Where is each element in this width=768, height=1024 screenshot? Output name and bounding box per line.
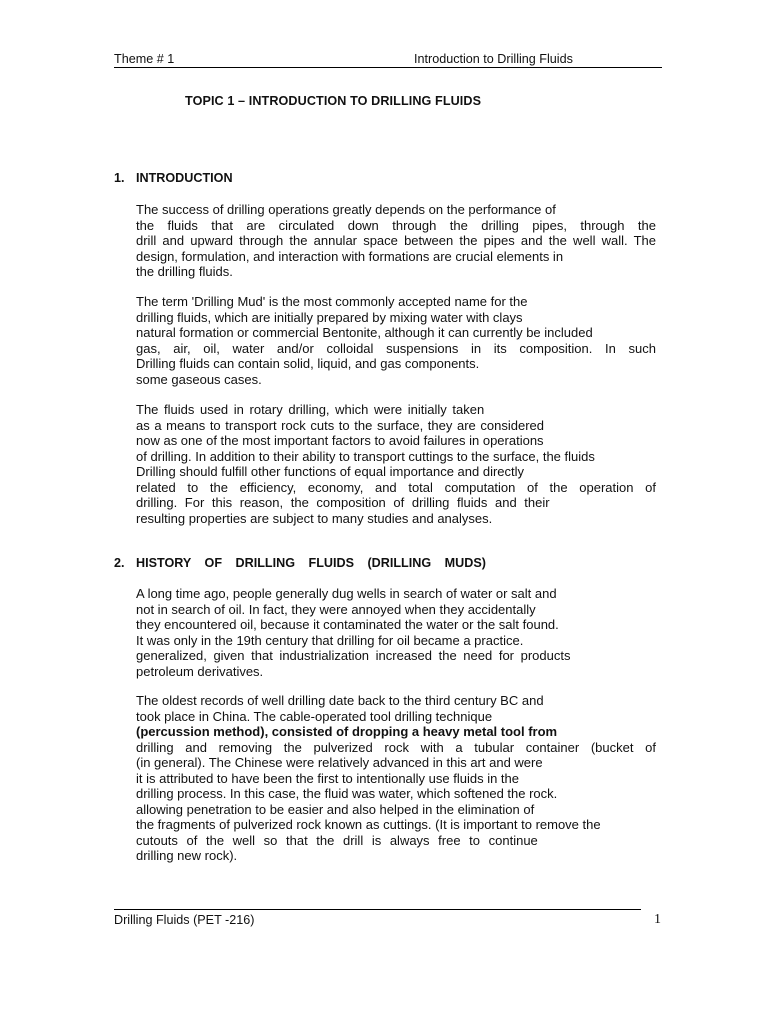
text-line: natural formation or commercial Bentonite, although it can currently be included [136,325,593,340]
text-line: petroleum derivatives. [136,663,264,679]
text-line: drilling new rock). [136,848,238,863]
text-line: The term 'Drilling Mud' is the most commonly accepted name for the [136,294,528,309]
text-line: drilling. For this reason, the composition of drilling fluids and their [136,495,550,510]
text-line: gas, air, oil, water and/or colloidal suspensions in its composition. In such [136,340,656,356]
paragraph [136,294,656,387]
text-line: drilling process. In this case, the fluid was water, which softened the rock. [136,786,558,801]
text-line: A long time ago, people generally dug wells in search of water or salt and [136,586,557,601]
text-line: as a means to transport rock cuts to the surface, they are considered [136,417,544,433]
paragraph [136,202,656,280]
text-line: the fluids that are circulated down through the drilling pipes, through the [136,217,656,233]
text-line: Drilling fluids can contain solid, liquid, and gas components. [136,356,480,371]
text-line: related to the efficiency, economy, and total computation of the operation of [136,479,656,495]
page-header [114,52,662,68]
text-line: (in general). The Chinese were relatively advanced in this art and were [136,755,543,770]
topic-title: TOPIC 1 – INTRODUCTION TO DRILLING FLUIDS [185,94,482,108]
text-line: they encountered oil, because it contaminated the water or the salt found. [136,617,559,632]
text-line: generalized, given that industrialization increased the need for products [136,648,571,663]
text-line: cutouts of the well so that the drill is always free to continue [136,832,538,848]
text-line: not in search of oil. In fact, they were annoyed when they accidentally [136,601,536,617]
paragraph [136,586,656,679]
section-heading-introduction [114,171,233,185]
text-line: some gaseous cases. [136,371,262,387]
text-line: drill and upward through the annular space between the pipes and the well wall. The [136,233,656,248]
footer-course: Drilling Fluids (PET -216) [114,913,255,927]
text-line: resulting properties are subject to many studies and analyses. [136,510,493,526]
text-line: now as one of the most important factors to avoid failures in operations [136,433,544,448]
text-line: The oldest records of well drilling date back to the third century BC and [136,693,544,708]
text-line: The fluids used in rotary drilling, which were initially taken [136,402,485,417]
header-title: Introduction to Drilling Fluids [414,52,573,66]
paragraph [136,693,656,864]
section-title: HISTORY OF DRILLING FLUIDS (DRILLING MUDS) [136,556,486,570]
footer-divider [114,909,641,910]
text-line: Drilling should fulfill other functions of equal importance and directly [136,464,525,479]
text-line: drilling fluids, which are initially prepared by mixing water with clays [136,309,523,325]
text-line: The success of drilling operations greatly depends on the performance of [136,202,556,217]
paragraph [136,402,656,526]
text-line: the drilling fluids. [136,264,233,279]
page-number: 1 [654,912,661,927]
section-title: INTRODUCTION [136,171,233,185]
header-theme: Theme # 1 [114,52,175,66]
text-line: took place in China. The cable-operated tool drilling technique [136,708,493,724]
text-line: drilling and removing the pulverized rock with a tubular container (bucket of [136,739,656,755]
section-number: 2. [114,556,125,570]
text-line: it is attributed to have been the first to intentionally use fluids in the [136,770,520,786]
text-line: of drilling. In addition to their ability to transport cuttings to the surface, the fluids [136,448,595,464]
section-heading-history [114,556,486,570]
text-line: design, formulation, and interaction with formations are crucial elements in [136,248,564,264]
section-number: 1. [114,171,125,185]
text-line: It was only in the 19th century that drilling for oil became a practice. [136,632,524,648]
text-line: allowing penetration to be easier and also helped in the elimination of [136,801,535,817]
text-line: the fragments of pulverized rock known as cuttings. (It is important to remove the [136,817,601,832]
text-line-bold: (percussion method), consisted of dropping a heavy metal tool from [136,724,558,739]
